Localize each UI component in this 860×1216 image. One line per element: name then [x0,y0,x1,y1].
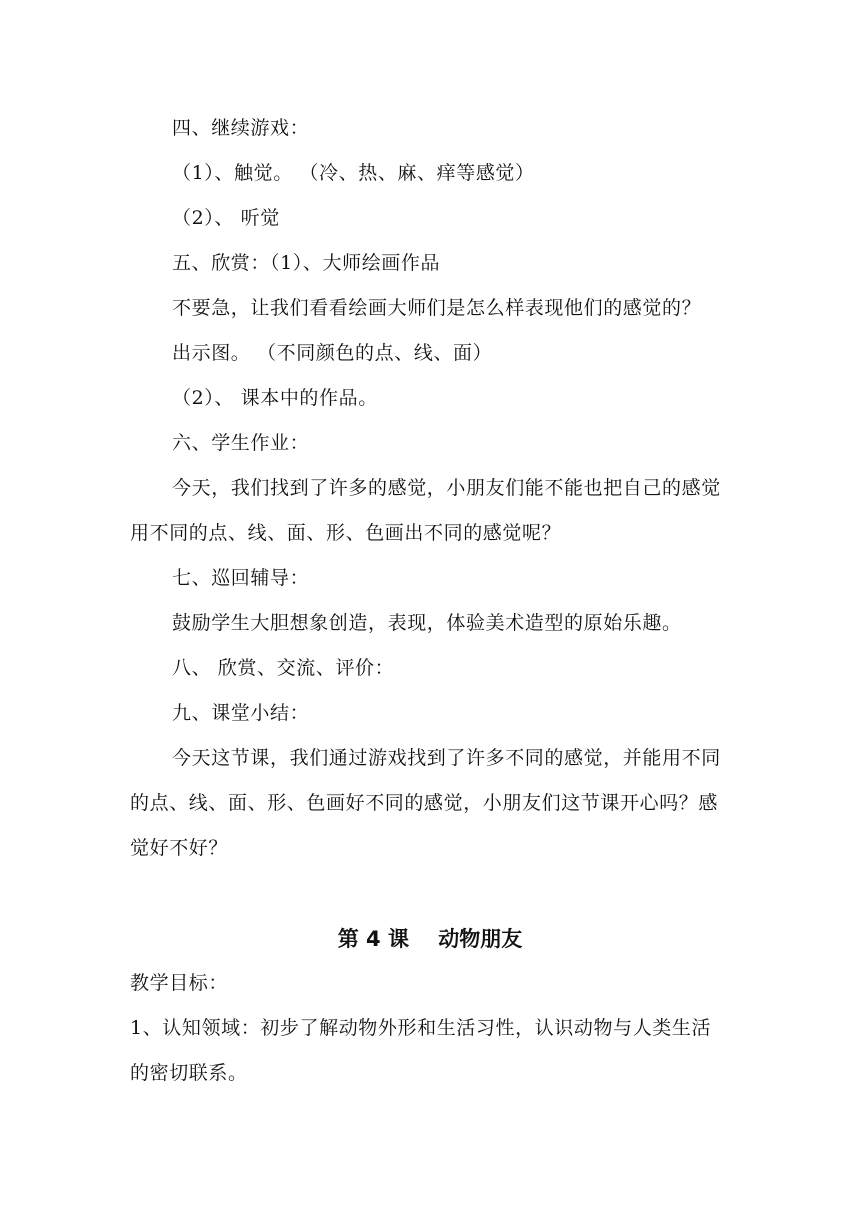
objectives-heading: 教学目标： [130,972,229,994]
item-textbook-works: （2）、 课本中的作品。 [172,387,378,409]
section-8-heading: 八、 欣赏、交流、评价： [172,657,395,679]
objective-1-line2: 的密切联系。 [130,1062,248,1084]
paragraph-masters: 不要急，让我们看看绘画大师们是怎么样表现他们的感觉的？ [172,297,702,319]
section-5-heading: 五、欣赏：（1）、大师绘画作品 [172,252,441,274]
paragraph-encourage: 鼓励学生大胆想象创造，表现，体验美术造型的原始乐趣。 [172,612,682,634]
paragraph-homework-line2: 用不同的点、线、面、形、色画出不同的感觉呢？ [130,522,562,544]
paragraph-summary-line3: 觉好不好？ [130,837,229,859]
section-7-heading: 七、巡回辅导： [172,567,310,589]
lesson-title: 第 4 课 动物朋友 [337,927,523,951]
objective-1-line1: 1、认知领域：初步了解动物外形和生活习性，认识动物与人类生活 [130,1017,712,1039]
paragraph-summary-line1: 今天这节课，我们通过游戏找到了许多不同的感觉，并能用不同 [172,747,721,769]
paragraph-summary-line2: 的点、线、面、形、色画好不同的感觉，小朋友们这节课开心吗？感 [130,792,719,814]
section-6-heading: 六、学生作业： [172,432,310,454]
section-4-heading: 四、继续游戏： [172,117,310,139]
item-hearing: （2）、 听觉 [172,207,280,229]
section-9-heading: 九、课堂小结： [172,702,310,724]
paragraph-show-pictures: 出示图。 （不同颜色的点、线、面） [172,342,493,364]
paragraph-homework-line1: 今天，我们找到了许多的感觉，小朋友们能不能也把自己的感觉 [172,477,721,499]
item-touch: （1）、触觉。 （冷、热、麻、痒等感觉） [172,162,535,184]
